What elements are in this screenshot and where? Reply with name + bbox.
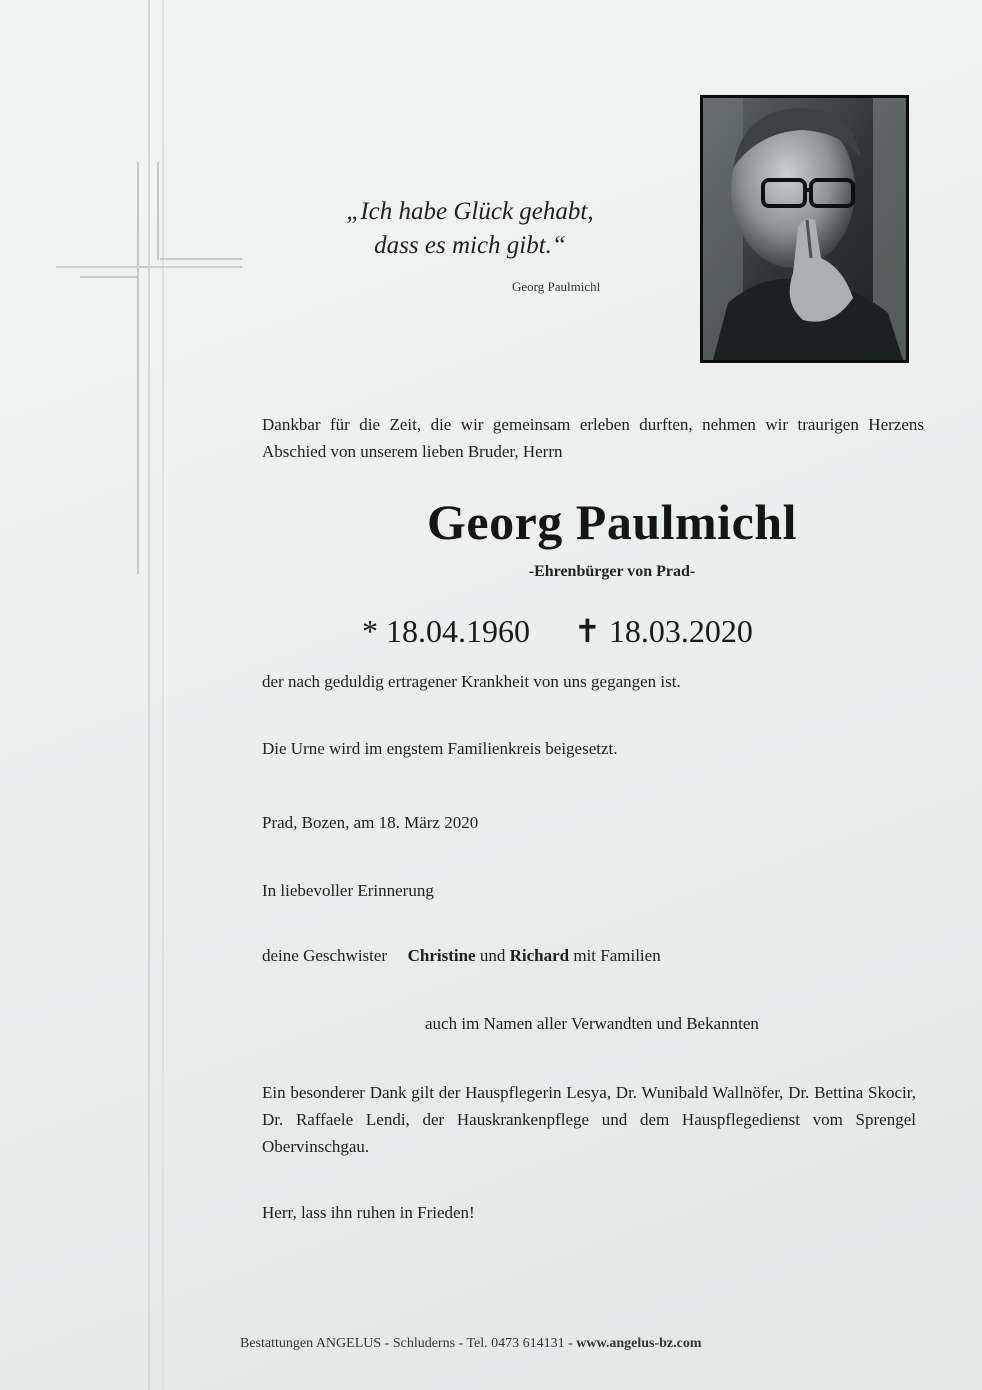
quote-author: Georg Paulmichl — [512, 279, 601, 294]
website-link[interactable]: www.angelus-bz.com — [576, 1336, 702, 1351]
closing-prayer: Herr, lass ihn ruhen in Frieden! — [262, 1203, 475, 1222]
sibling-name: Richard — [509, 946, 570, 965]
decorative-line — [148, 0, 150, 1390]
memorial-quote — [300, 195, 640, 263]
deceased-name: Georg Paulmichl — [427, 494, 797, 550]
portrait-photo — [700, 95, 909, 363]
death-date: 18.03.2020 — [608, 613, 753, 649]
place-date: Prad, Bozen, am 18. März 2020 — [262, 813, 479, 832]
siblings-suffix: mit Familien — [573, 946, 661, 965]
birth-symbol: * — [362, 613, 378, 649]
footer — [240, 1336, 702, 1352]
memory-text: In liebevoller Erinnerung — [262, 881, 434, 900]
honorary-title: -Ehrenbürger von Prad- — [528, 563, 696, 580]
quote-line-1: „Ich habe Glück gehabt, — [346, 198, 594, 225]
cross-icon: ✝ — [574, 613, 601, 649]
thanks-text: Ein besonderer Dank gilt der Hauspflegerin Lesya, Dr. Wunibald Wallnöfer, Dr. Bettina Skocir, Dr. Raffaele Lendi, der Hauskrankenpflege und dem Hauspflegedienst vom Sprengel Obervinschgau. — [262, 1083, 916, 1156]
relatives-text: auch im Namen aller Verwandten und Bekannten — [425, 1014, 759, 1033]
urn-text: Die Urne wird im engstem Familienkreis beigesetzt. — [262, 739, 618, 758]
conjunction: und — [479, 946, 506, 965]
illness-text: der nach geduldig ertragener Krankheit von uns gegangen ist. — [262, 672, 681, 691]
siblings-prefix: deine Geschwister — [262, 946, 388, 965]
sibling-name: Christine — [407, 946, 476, 965]
siblings-line — [262, 942, 661, 969]
life-dates — [362, 612, 753, 650]
funeral-home-info: Bestattungen ANGELUS - Schluderns - Tel. 0473 614131 - — [240, 1336, 573, 1351]
quote-line-2: dass es mich gibt.“ — [374, 232, 566, 259]
birth-date: 18.04.1960 — [386, 613, 530, 649]
decorative-line — [162, 0, 164, 1390]
intro-text: Dankbar für die Zeit, die wir gemeinsam erleben durften, nehmen wir traurigen Herzens Abschied von unserem lieben Bruder, Herrn — [262, 415, 924, 461]
